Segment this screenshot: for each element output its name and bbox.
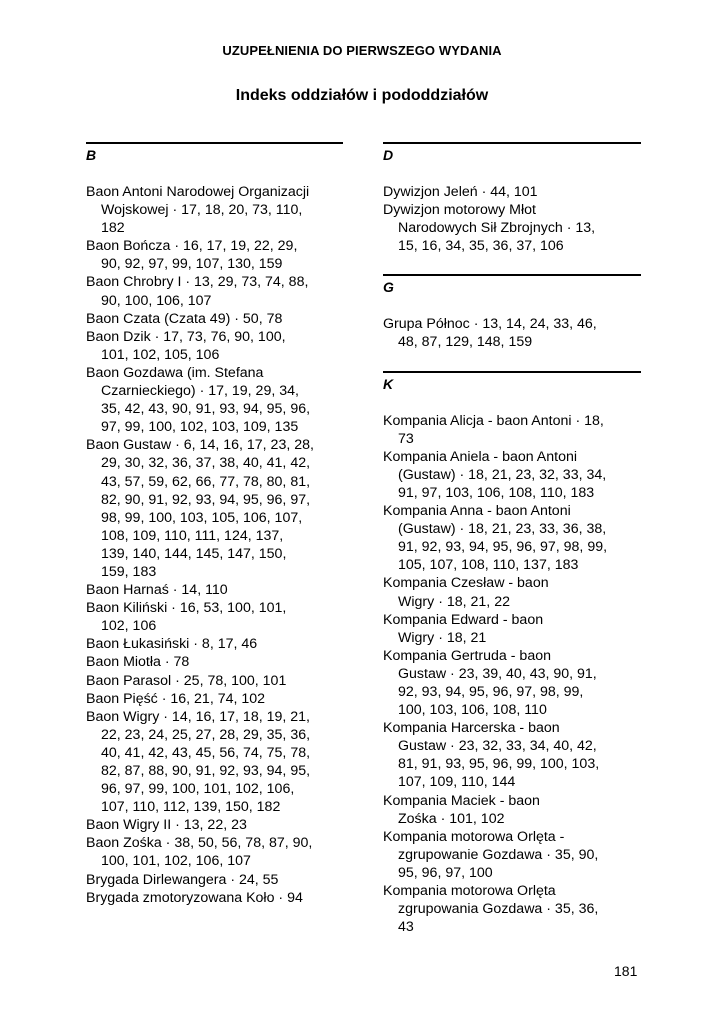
entry-line: 29, 30, 32, 36, 37, 38, 40, 41, 42,	[101, 455, 311, 472]
entry-line: Baon Wigry II · 13, 22, 23	[86, 817, 247, 834]
entry-line: Baon Czata (Czata 49) · 50, 78	[86, 310, 283, 327]
entry-line: Baon Wigry · 14, 16, 17, 18, 19, 21,	[86, 708, 310, 725]
entry-line: 82, 87, 88, 90, 91, 92, 93, 94, 95,	[101, 763, 311, 779]
entry-line: 100, 101, 102, 106, 107	[101, 853, 251, 870]
entry-line: Baon Bończa · 16, 17, 19, 22, 29,	[86, 238, 298, 255]
section-g	[383, 274, 641, 351]
entry-line: 102, 106	[101, 618, 157, 635]
index-entry	[86, 237, 343, 273]
index-entry	[86, 653, 343, 671]
entry-list	[383, 183, 641, 255]
index-entry	[383, 315, 641, 351]
entry-line: 139, 140, 144, 145, 147, 150,	[101, 545, 287, 562]
entry-line: Wigry · 18, 21, 22	[398, 593, 510, 610]
right-column	[383, 142, 641, 955]
entry-line: Brygada zmotoryzowana Koło · 94	[86, 889, 303, 906]
entry-line: 107, 110, 112, 139, 150, 182	[101, 799, 281, 816]
index-entry	[86, 708, 343, 817]
entry-line: Kompania Alicja - baon Antoni · 18,	[383, 412, 604, 429]
section-letter: D	[383, 142, 641, 173]
index-entry	[383, 792, 641, 828]
entry-line: Dywizjon Jeleń · 44, 101	[383, 184, 538, 200]
entry-line: Baon Kiliński · 16, 53, 100, 101,	[86, 600, 287, 617]
section-letter: K	[383, 371, 641, 402]
index-entry	[383, 574, 641, 610]
index-entry	[86, 310, 343, 328]
entry-line: 91, 92, 93, 94, 95, 96, 97, 98, 99,	[398, 539, 608, 556]
entry-line: Grupa Północ · 13, 14, 24, 33, 46,	[383, 316, 597, 333]
entry-line: 15, 16, 34, 35, 36, 37, 106	[398, 238, 564, 255]
entry-line: Baon Harnaś · 14, 110	[86, 582, 228, 599]
section-letter: B	[86, 142, 343, 173]
entry-line: 90, 92, 97, 99, 107, 130, 159	[101, 256, 283, 273]
entry-line: 82, 90, 91, 92, 93, 94, 95, 96, 97,	[101, 491, 311, 508]
index-entry	[86, 816, 343, 834]
index-entry	[383, 647, 641, 719]
entry-line: 40, 41, 42, 43, 45, 56, 74, 75, 78,	[101, 744, 311, 761]
entry-line: 105, 107, 108, 110, 137, 183	[398, 557, 579, 574]
index-title: Indeks oddziałów i pododdziałów	[235, 87, 489, 104]
entry-line: 81, 91, 93, 95, 96, 99, 100, 103,	[398, 756, 600, 773]
entry-line: Kompania Aniela - baon Antoni	[383, 448, 578, 465]
entry-line: Kompania Harcerska - baon	[383, 720, 560, 737]
index-entry	[86, 889, 343, 907]
entry-line: 108, 109, 110, 111, 124, 137,	[101, 527, 284, 544]
entry-line: Baon Gozdawa (im. Stefana	[86, 364, 264, 381]
index-entry	[383, 828, 641, 882]
index-entry	[86, 328, 343, 364]
entry-line: Baon Miotła · 78	[86, 654, 190, 671]
index-entry	[383, 882, 641, 936]
entry-line: Wigry · 18, 21	[398, 629, 487, 646]
index-entry	[86, 273, 343, 309]
entry-line: 73	[398, 430, 414, 447]
index-entry	[86, 599, 343, 635]
entry-line: Dywizjon motorowy Młot	[383, 202, 536, 219]
entry-line: Baon Gustaw · 6, 14, 16, 17, 23, 28,	[86, 437, 314, 454]
index-entry	[86, 364, 343, 436]
entry-line: 48, 87, 129, 148, 159	[398, 334, 533, 351]
entry-line: 43	[398, 919, 414, 936]
entry-list	[86, 183, 343, 907]
entry-line: 96, 97, 99, 100, 101, 102, 106,	[101, 781, 295, 798]
entry-line: Brygada Dirlewangera · 24, 55	[86, 871, 279, 888]
entry-line: 43, 57, 59, 62, 66, 77, 78, 80, 81,	[101, 473, 311, 490]
entry-line: Gustaw · 23, 32, 33, 34, 40, 42,	[398, 738, 597, 755]
entry-line: Kompania Czesław - baon	[383, 575, 549, 592]
entry-line: (Gustaw) · 18, 21, 23, 32, 33, 34,	[398, 466, 607, 483]
entry-line: 35, 42, 43, 90, 91, 93, 94, 95, 96,	[101, 401, 311, 418]
entry-line: Kompania Maciek - baon	[383, 792, 540, 809]
index-entry	[86, 183, 343, 237]
entry-line: Czarnieckiego) · 17, 19, 29, 34,	[101, 383, 299, 400]
index-entry	[86, 834, 343, 870]
entry-line: Kompania Anna - baon Antoni	[383, 503, 571, 520]
entry-line: 101, 102, 105, 106	[101, 346, 220, 363]
index-entry	[86, 581, 343, 599]
running-header: UZUPEŁNIENIA DO PIERWSZEGO WYDANIA	[222, 43, 502, 58]
index-entry	[383, 502, 641, 574]
entry-line: 107, 109, 110, 144	[398, 774, 516, 791]
entry-list	[383, 412, 641, 937]
index-entry	[86, 635, 343, 653]
index-entry	[86, 690, 343, 708]
entry-line: zgrupowania Gozdawa · 35, 36,	[398, 901, 599, 918]
entry-line: Baon Pięść · 16, 21, 74, 102	[86, 690, 266, 707]
index-entry	[383, 201, 641, 255]
entry-line: Narodowych Sił Zbrojnych · 13,	[398, 220, 596, 237]
left-column	[86, 142, 343, 926]
entry-line: Kompania Gertruda - baon	[383, 647, 551, 664]
entry-line: Kompania motorowa Orlęta -	[383, 828, 565, 845]
entry-list	[383, 315, 641, 351]
entry-line: Baon Łukasiński · 8, 17, 46	[86, 636, 258, 653]
entry-line: Wojskowej · 17, 18, 20, 73, 110,	[101, 202, 303, 219]
page-number: 181	[614, 963, 638, 979]
entry-line: 95, 96, 97, 100	[398, 864, 493, 881]
entry-line: Baon Dzik · 17, 73, 76, 90, 100,	[86, 328, 286, 345]
entry-line: 91, 97, 103, 106, 108, 110, 183	[398, 484, 595, 501]
entry-line: 159, 183	[101, 563, 157, 580]
entry-line: Gustaw · 23, 39, 40, 43, 90, 91,	[398, 665, 597, 682]
index-entry	[383, 448, 641, 502]
entry-line: zgrupowanie Gozdawa · 35, 90,	[398, 846, 599, 863]
entry-line: 98, 99, 100, 103, 105, 106, 107,	[101, 509, 303, 526]
section-d	[383, 142, 641, 255]
entry-line: Kompania Edward - baon	[383, 611, 544, 628]
entry-line: Kompania motorowa Orlęta	[383, 883, 556, 899]
index-entry	[383, 183, 641, 201]
entry-line: 182	[101, 220, 125, 237]
entry-line: 92, 93, 94, 95, 96, 97, 98, 99,	[398, 683, 584, 700]
section-b	[86, 142, 343, 907]
entry-line: (Gustaw) · 18, 21, 23, 33, 36, 38,	[398, 521, 607, 538]
entry-line: Baon Zośka · 38, 50, 56, 78, 87, 90,	[86, 835, 313, 852]
index-entry	[86, 436, 343, 581]
entry-line: Baon Chrobry I · 13, 29, 73, 74, 88,	[86, 274, 309, 291]
index-entry	[383, 412, 641, 448]
index-entry	[86, 871, 343, 889]
entry-line: 100, 103, 106, 108, 110	[398, 702, 547, 719]
entry-line: 22, 23, 24, 25, 27, 28, 29, 35, 36,	[101, 726, 311, 743]
section-letter: G	[383, 274, 641, 305]
entry-line: 90, 100, 106, 107	[101, 292, 212, 309]
index-entry	[86, 672, 343, 690]
entry-line: Baon Parasol · 25, 78, 100, 101	[86, 672, 287, 689]
entry-line: Zośka · 101, 102	[398, 810, 505, 827]
entry-line: Baon Antoni Narodowej Organizacji	[86, 184, 310, 200]
index-entry	[383, 719, 641, 791]
entry-line: 97, 99, 100, 102, 103, 109, 135	[101, 419, 299, 436]
index-entry	[383, 611, 641, 647]
section-k	[383, 371, 641, 937]
